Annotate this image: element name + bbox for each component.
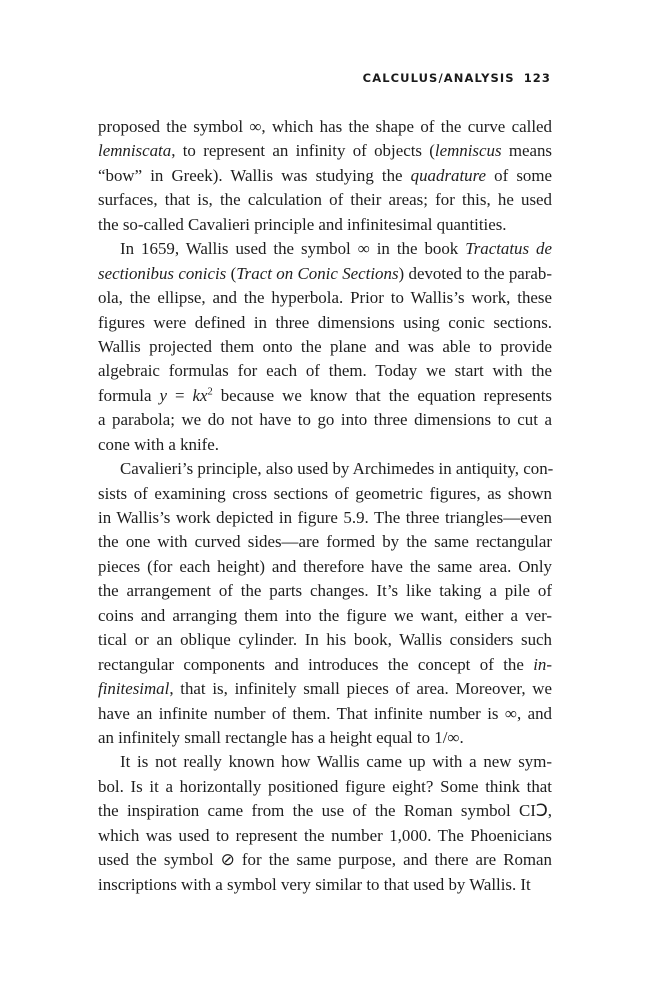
text-run: have an infinite number of them. That infinite number is ∞, and [98,703,552,723]
text-line [98,286,552,310]
text-line [98,873,552,897]
text-run: the one with curved sides—are formed by the same rectangular [98,532,552,552]
text-run: pieces (for each height) and therefore have the same area. Only [98,556,552,576]
text-run: bol. Is it a horizontally positioned figure eight? Some think that [98,776,552,796]
paragraph [98,457,552,750]
text-run: a parabola; we do not have to go into three dimensions to cut a [98,410,552,430]
text-run: surfaces, that is, the calculation of their areas; for this, he used [98,190,552,210]
text-run: “bow” in Greek). Wallis was studying the [98,165,411,185]
text-run: the inspiration came from the use of the Roman symbol CIↃ, [98,801,552,821]
text-run: tical or an oblique cylinder. In his book, Wallis considers such [98,630,552,650]
text-line [98,335,552,359]
text-run: It is not really known how Wallis came up with a new sym- [120,752,552,772]
text-run: the so-called Cavalieri principle and infinitesimal quantities. [98,214,507,234]
text-line [98,506,552,530]
italic-text: lemniscata [98,141,172,161]
body-text [98,115,552,897]
italic-text: Tract on Conic Sections [236,263,399,283]
text-line [98,799,552,823]
text-run: , to represent an infinity of objects ( [171,141,435,161]
text-line [98,848,552,872]
text-line [98,555,552,579]
text-run: , that is, infinitely small pieces of area. Moreover, we [169,679,552,699]
text-line [98,579,552,603]
text-line [98,702,552,726]
text-line [98,482,552,506]
text-line [98,384,552,408]
text-line [98,775,552,799]
section-title: CALCULUS/ANALYSIS [362,71,515,85]
text-line [98,653,552,677]
text-line [98,750,552,774]
running-head [363,71,551,85]
paragraph [98,115,552,237]
superscript: 2 [207,386,213,398]
text-run: proposed the symbol ∞, which has the shape of the curve called [98,117,552,136]
paragraph [98,237,552,457]
italic-text: lemniscus [434,141,502,161]
text-run: algebraic formulas for each of them. Today we start with the [98,361,552,381]
text-line [98,408,552,432]
page-number: 123 [523,71,551,85]
italic-text: y [159,385,167,405]
text-run: Wallis projected them onto the plane and was able to provide [98,336,552,356]
text-line [98,213,552,237]
text-line [98,628,552,652]
text-run: ( [226,263,237,283]
text-run: rectangular components and introduces the concept of the [98,654,534,674]
paragraph [98,750,552,897]
text-line [98,115,552,139]
text-line [98,726,552,750]
text-line [98,433,552,457]
text-line [98,188,552,212]
italic-text: quadrature [410,165,487,185]
italic-text: kx [192,385,208,405]
italic-text: finitesimal [98,679,170,699]
text-run: the arrangement of the parts changes. It’s like taking a pile of [98,581,552,601]
text-run: In 1659, Wallis used the symbol ∞ in the book [120,239,466,259]
text-line [98,604,552,628]
italic-text: Tractatus de [465,239,552,259]
text-run: figures were defined in three dimensions using conic sections. [98,312,552,332]
text-line [98,457,552,481]
italic-text: sectionibus conicis [98,263,227,283]
text-run: cone with a knife. [98,434,220,454]
text-run: used the symbol ⊘ for the same purpose, and there are Roman [98,850,552,870]
text-line [98,530,552,554]
text-run: formula [98,385,160,405]
text-run: means [501,141,553,161]
text-line [98,262,552,286]
text-run: which was used to represent the number 1,000. The Phoenicians [98,825,552,845]
text-line [98,139,552,163]
text-run: an infinitely small rectangle has a height equal to 1/∞. [98,727,464,747]
text-run: ) devoted to the parab- [398,263,552,283]
text-run: because we know that the equation represents [212,385,552,405]
text-run: Cavalieri’s principle, also used by Archimedes in antiquity, con- [120,459,554,479]
text-run: sists of examining cross sections of geometric figures, as shown [98,483,552,503]
text-line [98,824,552,848]
text-run: in Wallis’s work depicted in figure 5.9. The three triangles—even [98,508,552,527]
text-line [98,164,552,188]
text-run: inscriptions with a symbol very similar to that used by Wallis. It [98,874,531,894]
text-line [98,311,552,335]
text-run: = [166,385,193,405]
text-run: ola, the ellipse, and the hyperbola. Prior to Wallis’s work, these [98,288,552,308]
text-line [98,677,552,701]
text-run: of some [486,165,552,185]
text-line [98,359,552,383]
text-line [98,237,552,261]
italic-text: in- [533,654,552,674]
text-run: coins and arranging them into the figure we want, either a ver- [98,605,552,625]
